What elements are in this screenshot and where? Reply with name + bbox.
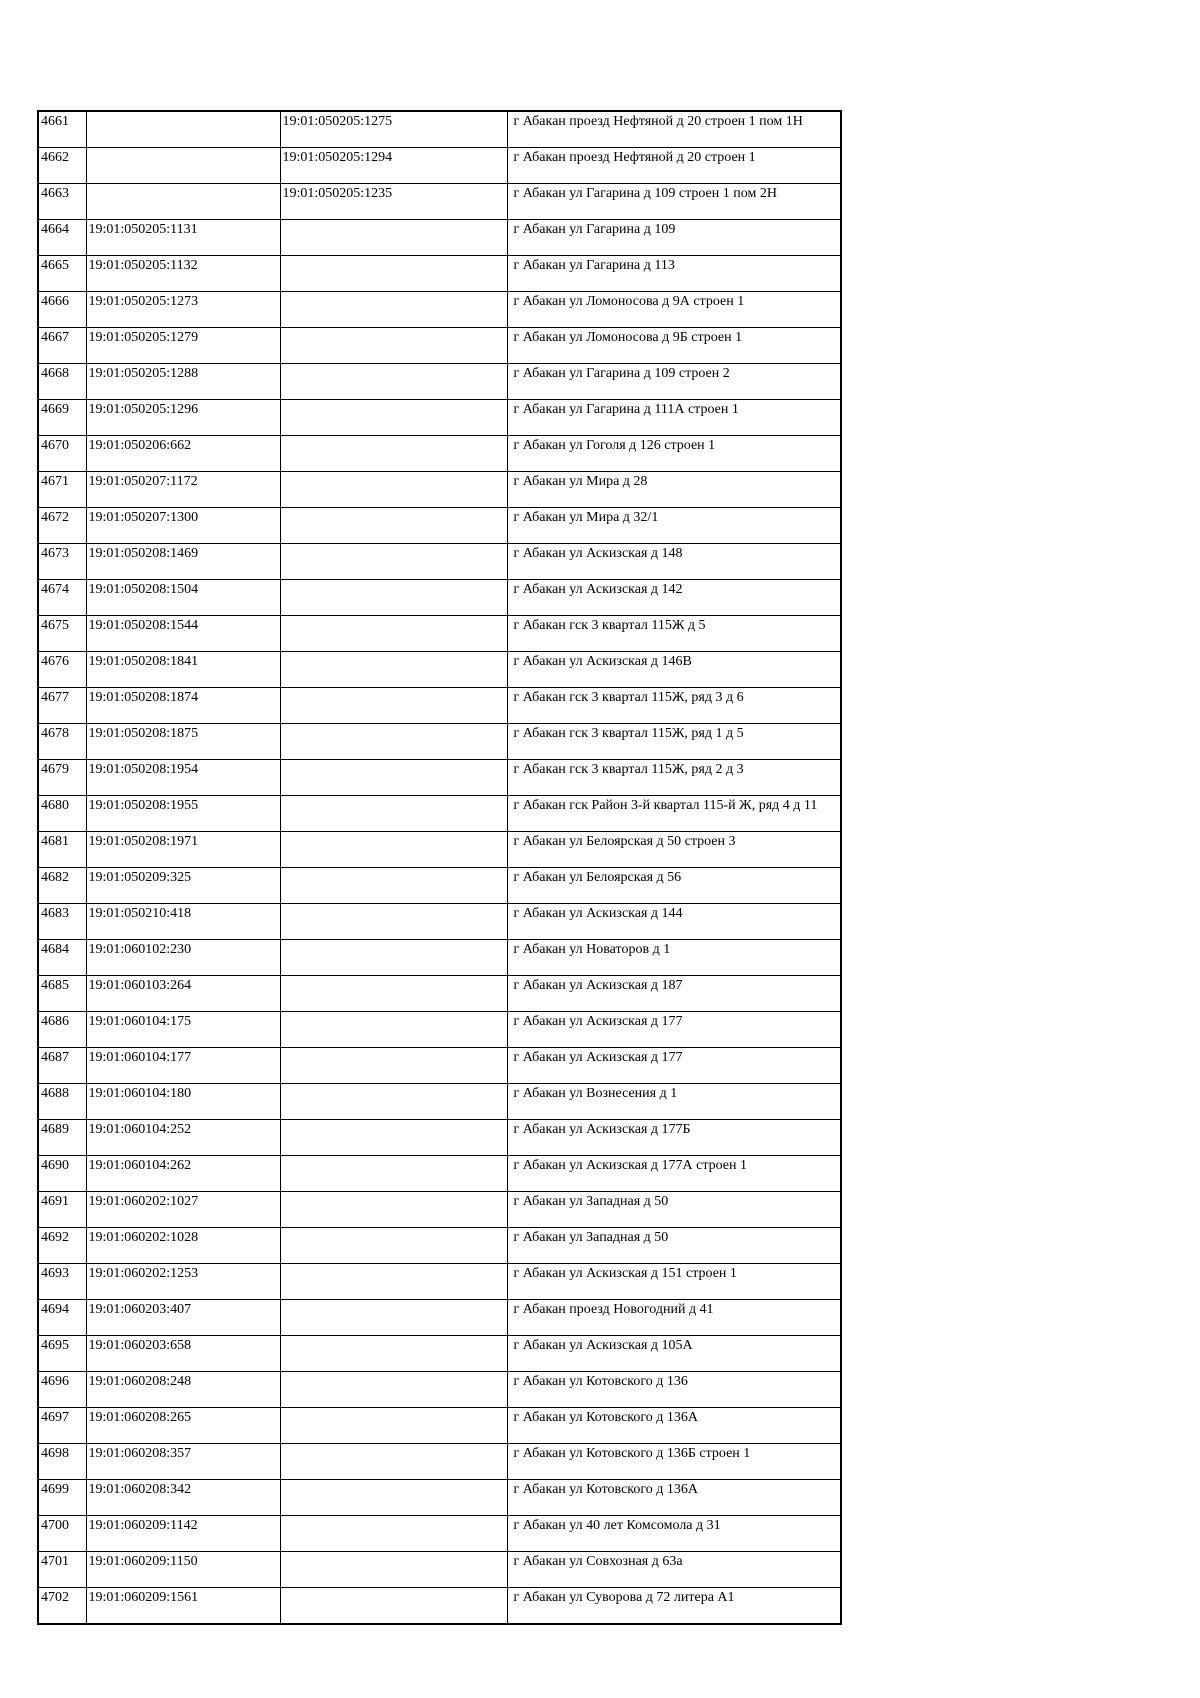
cadastral-number-cell: 19:01:050205:1131 [86, 220, 280, 256]
address-cell: г Абакан ул Ломоносова д 9А строен 1 [507, 292, 841, 328]
cadastral-number-cell: 19:01:050207:1300 [86, 508, 280, 544]
cadastral-number-cell: 19:01:060104:262 [86, 1156, 280, 1192]
row-number-cell: 4686 [38, 1012, 86, 1048]
table-row [38, 1264, 841, 1300]
address-cell: г Абакан ул Западная д 50 [507, 1228, 841, 1264]
building-cadastral-number-cell [280, 1372, 507, 1408]
row-number-cell: 4695 [38, 1336, 86, 1372]
row-number-cell: 4697 [38, 1408, 86, 1444]
row-number-cell: 4676 [38, 652, 86, 688]
row-number-cell: 4664 [38, 220, 86, 256]
row-number-cell: 4689 [38, 1120, 86, 1156]
row-number-cell: 4680 [38, 796, 86, 832]
row-number-cell: 4683 [38, 904, 86, 940]
table-row [38, 436, 841, 472]
address-cell: г Абакан гск 3 квартал 115Ж д 5 [507, 616, 841, 652]
building-cadastral-number-cell [280, 472, 507, 508]
table-row [38, 1048, 841, 1084]
cadastral-number-cell: 19:01:050205:1132 [86, 256, 280, 292]
table-row [38, 1372, 841, 1408]
table-row [38, 364, 841, 400]
address-cell: г Абакан ул Гагарина д 113 [507, 256, 841, 292]
building-cadastral-number-cell [280, 1516, 507, 1552]
building-cadastral-number-cell [280, 1588, 507, 1625]
row-number-cell: 4661 [38, 111, 86, 148]
cadastral-number-cell: 19:01:050208:1544 [86, 616, 280, 652]
table-row [38, 1336, 841, 1372]
address-cell: г Абакан ул Аскизская д 177 [507, 1012, 841, 1048]
row-number-cell: 4662 [38, 148, 86, 184]
cadastral-number-cell: 19:01:060203:658 [86, 1336, 280, 1372]
building-cadastral-number-cell [280, 1264, 507, 1300]
address-cell: г Абакан гск 3 квартал 115Ж, ряд 3 д 6 [507, 688, 841, 724]
building-cadastral-number-cell [280, 436, 507, 472]
building-cadastral-number-cell [280, 328, 507, 364]
building-cadastral-number-cell [280, 1228, 507, 1264]
cadastral-number-cell: 19:01:050205:1288 [86, 364, 280, 400]
cadastral-number-cell: 19:01:060104:180 [86, 1084, 280, 1120]
cadastral-number-cell: 19:01:050208:1504 [86, 580, 280, 616]
building-cadastral-number-cell [280, 724, 507, 760]
table-row [38, 1084, 841, 1120]
table-row [38, 688, 841, 724]
cadastral-number-cell: 19:01:050205:1279 [86, 328, 280, 364]
table-row [38, 1552, 841, 1588]
table-row [38, 328, 841, 364]
building-cadastral-number-cell [280, 1120, 507, 1156]
table-row [38, 148, 841, 184]
address-cell: г Абакан проезд Нефтяной д 20 строен 1 [507, 148, 841, 184]
address-cell: г Абакан гск 3 квартал 115Ж, ряд 2 д 3 [507, 760, 841, 796]
cadastral-number-cell: 19:01:050205:1273 [86, 292, 280, 328]
row-number-cell: 4694 [38, 1300, 86, 1336]
row-number-cell: 4668 [38, 364, 86, 400]
cadastral-number-cell: 19:01:060208:342 [86, 1480, 280, 1516]
cadastral-number-cell: 19:01:060104:252 [86, 1120, 280, 1156]
cadastral-number-cell: 19:01:060104:177 [86, 1048, 280, 1084]
address-cell: г Абакан ул Гагарина д 111А строен 1 [507, 400, 841, 436]
table-row [38, 220, 841, 256]
building-cadastral-number-cell [280, 652, 507, 688]
cadastral-number-cell: 19:01:050207:1172 [86, 472, 280, 508]
row-number-cell: 4671 [38, 472, 86, 508]
table-row [38, 760, 841, 796]
table-row [38, 1444, 841, 1480]
table-row [38, 1192, 841, 1228]
row-number-cell: 4667 [38, 328, 86, 364]
cadastral-number-cell [86, 111, 280, 148]
address-cell: г Абакан ул Западная д 50 [507, 1192, 841, 1228]
address-cell: г Абакан ул Белоярская д 50 строен 3 [507, 832, 841, 868]
address-cell: г Абакан ул Ломоносова д 9Б строен 1 [507, 328, 841, 364]
table-row [38, 616, 841, 652]
row-number-cell: 4687 [38, 1048, 86, 1084]
cadastral-number-cell: 19:01:060202:1027 [86, 1192, 280, 1228]
row-number-cell: 4699 [38, 1480, 86, 1516]
row-number-cell: 4693 [38, 1264, 86, 1300]
cadastral-number-cell [86, 184, 280, 220]
building-cadastral-number-cell [280, 256, 507, 292]
building-cadastral-number-cell [280, 364, 507, 400]
cadastral-number-cell: 19:01:060202:1253 [86, 1264, 280, 1300]
table-row [38, 868, 841, 904]
address-cell: г Абакан ул Мира д 32/1 [507, 508, 841, 544]
address-cell: г Абакан ул Вознесения д 1 [507, 1084, 841, 1120]
address-cell: г Абакан ул Суворова д 72 литера А1 [507, 1588, 841, 1625]
cadastral-number-cell: 19:01:060209:1142 [86, 1516, 280, 1552]
cadastral-number-cell: 19:01:050210:418 [86, 904, 280, 940]
cadastral-number-cell: 19:01:050205:1296 [86, 400, 280, 436]
cadastral-number-cell: 19:01:050208:1954 [86, 760, 280, 796]
building-cadastral-number-cell [280, 1336, 507, 1372]
table-row [38, 904, 841, 940]
address-cell: г Абакан ул Аскизская д 146В [507, 652, 841, 688]
building-cadastral-number-cell [280, 904, 507, 940]
address-cell: г Абакан ул Котовского д 136Б строен 1 [507, 1444, 841, 1480]
row-number-cell: 4692 [38, 1228, 86, 1264]
building-cadastral-number-cell [280, 292, 507, 328]
row-number-cell: 4672 [38, 508, 86, 544]
row-number-cell: 4663 [38, 184, 86, 220]
row-number-cell: 4677 [38, 688, 86, 724]
table-row [38, 256, 841, 292]
table-row [38, 1516, 841, 1552]
cadastral-number-cell: 19:01:050206:662 [86, 436, 280, 472]
address-cell: г Абакан ул Аскизская д 177А строен 1 [507, 1156, 841, 1192]
table-row [38, 1300, 841, 1336]
cadastral-number-cell: 19:01:050208:1841 [86, 652, 280, 688]
address-cell: г Абакан проезд Нефтяной д 20 строен 1 пом 1Н [507, 111, 841, 148]
building-cadastral-number-cell [280, 1084, 507, 1120]
building-cadastral-number-cell [280, 976, 507, 1012]
row-number-cell: 4701 [38, 1552, 86, 1588]
cadastral-number-cell [86, 148, 280, 184]
table-row [38, 580, 841, 616]
address-cell: г Абакан ул Котовского д 136 [507, 1372, 841, 1408]
building-cadastral-number-cell [280, 1012, 507, 1048]
table-row [38, 1480, 841, 1516]
row-number-cell: 4679 [38, 760, 86, 796]
row-number-cell: 4691 [38, 1192, 86, 1228]
row-number-cell: 4666 [38, 292, 86, 328]
address-cell: г Абакан проезд Новогодний д 41 [507, 1300, 841, 1336]
table-row [38, 1156, 841, 1192]
row-number-cell: 4670 [38, 436, 86, 472]
row-number-cell: 4674 [38, 580, 86, 616]
cadastral-number-cell: 19:01:050208:1875 [86, 724, 280, 760]
address-cell: г Абакан ул Аскизская д 177Б [507, 1120, 841, 1156]
building-cadastral-number-cell: 19:01:050205:1235 [280, 184, 507, 220]
address-cell: г Абакан гск 3 квартал 115Ж, ряд 1 д 5 [507, 724, 841, 760]
table-row [38, 544, 841, 580]
building-cadastral-number-cell [280, 220, 507, 256]
row-number-cell: 4673 [38, 544, 86, 580]
row-number-cell: 4665 [38, 256, 86, 292]
row-number-cell: 4669 [38, 400, 86, 436]
building-cadastral-number-cell [280, 544, 507, 580]
row-number-cell: 4698 [38, 1444, 86, 1480]
table-row [38, 940, 841, 976]
cadastral-number-cell: 19:01:050209:325 [86, 868, 280, 904]
address-cell: г Абакан ул Аскизская д 177 [507, 1048, 841, 1084]
cadastral-number-cell: 19:01:050208:1874 [86, 688, 280, 724]
row-number-cell: 4678 [38, 724, 86, 760]
address-cell: г Абакан ул Совхозная д 63а [507, 1552, 841, 1588]
cadastral-number-cell: 19:01:060208:265 [86, 1408, 280, 1444]
table-row [38, 111, 841, 148]
address-cell: г Абакан ул Аскизская д 105А [507, 1336, 841, 1372]
address-cell: г Абакан ул Мира д 28 [507, 472, 841, 508]
building-cadastral-number-cell: 19:01:050205:1275 [280, 111, 507, 148]
table-row [38, 796, 841, 832]
address-cell: г Абакан ул Аскизская д 142 [507, 580, 841, 616]
table-row [38, 292, 841, 328]
row-number-cell: 4675 [38, 616, 86, 652]
table-row [38, 184, 841, 220]
building-cadastral-number-cell [280, 1480, 507, 1516]
building-cadastral-number-cell [280, 1300, 507, 1336]
building-cadastral-number-cell [280, 796, 507, 832]
row-number-cell: 4688 [38, 1084, 86, 1120]
cadastral-number-cell: 19:01:060208:357 [86, 1444, 280, 1480]
address-cell: г Абакан ул Белоярская д 56 [507, 868, 841, 904]
address-cell: г Абакан ул Аскизская д 187 [507, 976, 841, 1012]
table-row [38, 1120, 841, 1156]
cadastral-number-cell: 19:01:060209:1561 [86, 1588, 280, 1625]
building-cadastral-number-cell [280, 1192, 507, 1228]
building-cadastral-number-cell [280, 1552, 507, 1588]
building-cadastral-number-cell [280, 1408, 507, 1444]
building-cadastral-number-cell [280, 940, 507, 976]
cadastral-number-cell: 19:01:060209:1150 [86, 1552, 280, 1588]
cadastral-number-cell: 19:01:060102:230 [86, 940, 280, 976]
table-row [38, 832, 841, 868]
building-cadastral-number-cell [280, 688, 507, 724]
address-cell: г Абакан ул Новаторов д 1 [507, 940, 841, 976]
row-number-cell: 4690 [38, 1156, 86, 1192]
row-number-cell: 4702 [38, 1588, 86, 1625]
table-row [38, 508, 841, 544]
building-cadastral-number-cell [280, 400, 507, 436]
property-registry-table [37, 110, 842, 1625]
table-row [38, 1408, 841, 1444]
registry-table-body [38, 111, 841, 1624]
building-cadastral-number-cell [280, 508, 507, 544]
cadastral-number-cell: 19:01:060202:1028 [86, 1228, 280, 1264]
building-cadastral-number-cell [280, 760, 507, 796]
row-number-cell: 4700 [38, 1516, 86, 1552]
address-cell: г Абакан ул Аскизская д 148 [507, 544, 841, 580]
building-cadastral-number-cell [280, 832, 507, 868]
cadastral-number-cell: 19:01:050208:1971 [86, 832, 280, 868]
building-cadastral-number-cell [280, 1048, 507, 1084]
building-cadastral-number-cell [280, 1156, 507, 1192]
cadastral-number-cell: 19:01:060208:248 [86, 1372, 280, 1408]
table-row [38, 1228, 841, 1264]
building-cadastral-number-cell [280, 868, 507, 904]
table-row [38, 652, 841, 688]
address-cell: г Абакан ул Гоголя д 126 строен 1 [507, 436, 841, 472]
address-cell: г Абакан ул Котовского д 136А [507, 1408, 841, 1444]
table-row [38, 1012, 841, 1048]
table-row [38, 472, 841, 508]
table-row [38, 1588, 841, 1625]
address-cell: г Абакан ул Аскизская д 144 [507, 904, 841, 940]
row-number-cell: 4696 [38, 1372, 86, 1408]
row-number-cell: 4685 [38, 976, 86, 1012]
address-cell: г Абакан ул 40 лет Комсомола д 31 [507, 1516, 841, 1552]
address-cell: г Абакан ул Гагарина д 109 строен 1 пом 2Н [507, 184, 841, 220]
building-cadastral-number-cell [280, 1444, 507, 1480]
address-cell: г Абакан гск Район 3-й квартал 115-й Ж, ряд 4 д 11 [507, 796, 841, 832]
building-cadastral-number-cell: 19:01:050205:1294 [280, 148, 507, 184]
cadastral-number-cell: 19:01:050208:1469 [86, 544, 280, 580]
table-row [38, 976, 841, 1012]
row-number-cell: 4682 [38, 868, 86, 904]
building-cadastral-number-cell [280, 580, 507, 616]
cadastral-number-cell: 19:01:060103:264 [86, 976, 280, 1012]
building-cadastral-number-cell [280, 616, 507, 652]
address-cell: г Абакан ул Гагарина д 109 [507, 220, 841, 256]
address-cell: г Абакан ул Гагарина д 109 строен 2 [507, 364, 841, 400]
address-cell: г Абакан ул Аскизская д 151 строен 1 [507, 1264, 841, 1300]
cadastral-number-cell: 19:01:050208:1955 [86, 796, 280, 832]
row-number-cell: 4684 [38, 940, 86, 976]
cadastral-number-cell: 19:01:060203:407 [86, 1300, 280, 1336]
address-cell: г Абакан ул Котовского д 136А [507, 1480, 841, 1516]
row-number-cell: 4681 [38, 832, 86, 868]
table-row [38, 400, 841, 436]
table-row [38, 724, 841, 760]
cadastral-number-cell: 19:01:060104:175 [86, 1012, 280, 1048]
